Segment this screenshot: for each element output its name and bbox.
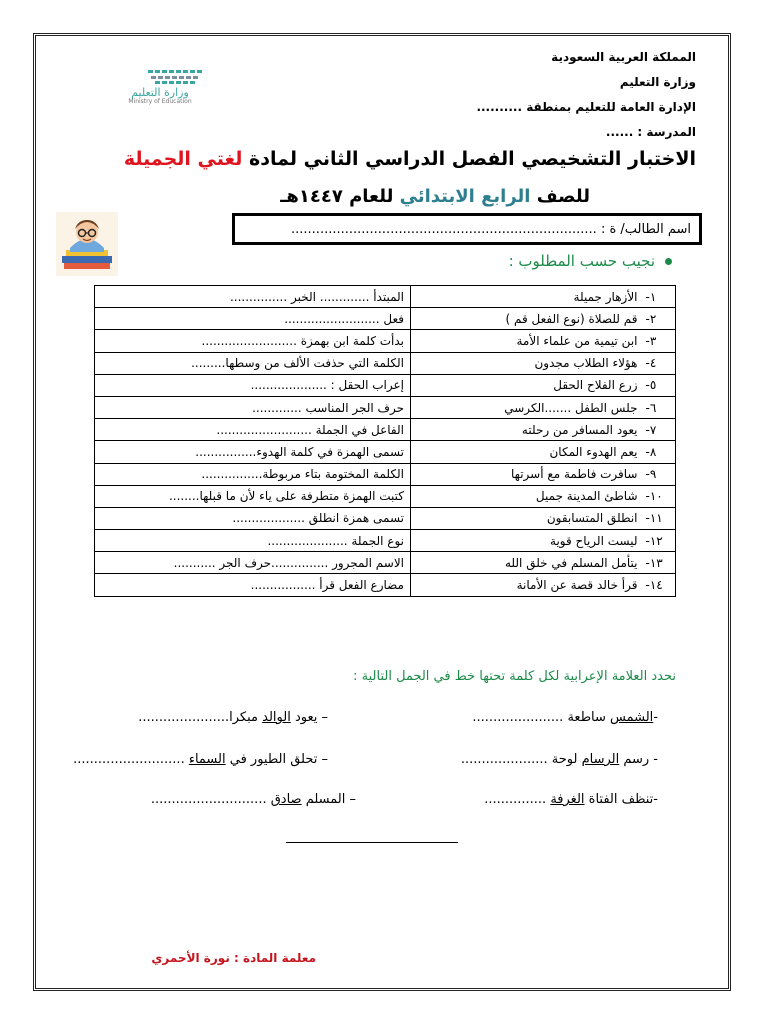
question-row [95, 530, 676, 552]
subject-name: لغتي الجميلة [123, 148, 243, 170]
exercise-3a: -تنظف الفتاة الغرفة ............... [484, 792, 658, 807]
question-task[interactable]: حرف الجر المناسب ............. [95, 396, 411, 418]
question-row [95, 396, 676, 418]
question-task[interactable]: الكلمة المختومة بتاء مربوطة................ [95, 463, 411, 485]
question-task[interactable]: المبتدأ ............. الخبر ............... [95, 286, 411, 308]
question-sentence: زرع الفلاح الحقل [411, 374, 644, 396]
kingdom-line: المملكة العربية السعودية [551, 50, 696, 64]
question-number: ٩- [644, 463, 676, 485]
question-row [95, 330, 676, 352]
logo-text-ar: وزارة التعليم [131, 86, 189, 99]
instruction-heading [509, 252, 672, 270]
question-sentence: قرأ خالد قصة عن الأمانة [411, 574, 644, 596]
question-sentence: الأزهار جميلة [411, 286, 644, 308]
question-number: ٨- [644, 441, 676, 463]
directorate-line: الإدارة العامة للتعليم بمنطقة .......... [476, 100, 696, 114]
question-sentence: انطلق المتسابقون [411, 507, 644, 529]
question-number: ١- [644, 286, 676, 308]
question-row [95, 574, 676, 596]
school-line: المدرسة : ...... [605, 125, 696, 139]
question-task[interactable]: بدأت كلمة ابن بهمزة ......................... [95, 330, 411, 352]
question-sentence: يعود المسافر من رحلته [411, 419, 644, 441]
divider-line [286, 842, 458, 843]
questions-table [94, 285, 676, 597]
ministry-line: وزارة التعليم [619, 75, 696, 89]
question-number: ١٣- [644, 552, 676, 574]
exam-title-line2 [280, 186, 590, 207]
exercise-1a: -الشمس ساطعة ...................... [472, 710, 658, 725]
question-row [95, 374, 676, 396]
underlined-word: صادق [270, 792, 302, 807]
question-row [95, 286, 676, 308]
exercise-2b: – تحلق الطيور في السماء ........................... [73, 752, 328, 767]
question-task[interactable]: تسمى همزة انطلق ................... [95, 507, 411, 529]
question-task[interactable]: الكلمة التي حذفت الألف من وسطها......... [95, 352, 411, 374]
question-sentence: ليست الرياح قوية [411, 530, 644, 552]
student-name-field[interactable]: اسم الطالب/ ة : .......................................................................... [232, 213, 702, 245]
exercise-1b: – يعود الوالد مبكرا...................... [138, 710, 328, 725]
instruction-text: نجيب حسب المطلوب : [508, 252, 655, 270]
question-number: ١١- [644, 507, 676, 529]
section2-heading: نحدد العلامة الإعرابية لكل كلمة تحتها خط في الجمل التالية : [353, 669, 676, 684]
question-task[interactable]: مضارع الفعل قرأ ................. [95, 574, 411, 596]
question-sentence: جلس الطفل .......الكرسي [411, 396, 644, 418]
year-text: للعام ١٤٤٧هـ [280, 186, 400, 207]
question-task[interactable]: كتبت الهمزة متطرفة على ياء لأن ما قبلها........ [95, 485, 411, 507]
question-row [95, 507, 676, 529]
question-sentence: قم للصلاة (نوع الفعل قم ) [411, 308, 644, 330]
question-task[interactable]: نوع الجملة ..................... [95, 530, 411, 552]
question-task[interactable]: فعل ......................... [95, 308, 411, 330]
question-row [95, 352, 676, 374]
grade-prefix: للصف [530, 186, 590, 207]
question-sentence: هؤلاء الطلاب مجدون [411, 352, 644, 374]
question-task[interactable]: الاسم المجرور ...............حرف الجر ........... [95, 552, 411, 574]
title-main-text: الاختبار التشخيصي الفصل الدراسي الثاني لمادة [242, 148, 696, 170]
underlined-word: السماء [188, 752, 226, 767]
question-number: ٢- [644, 308, 676, 330]
question-task[interactable]: إعراب الحقل : .................... [95, 374, 411, 396]
question-sentence: شاطئ المدينة جميل [411, 485, 644, 507]
question-row [95, 441, 676, 463]
exercise-3b: – المسلم صادق ............................ [150, 792, 356, 807]
question-number: ٦- [644, 396, 676, 418]
underlined-word: الرسام [581, 752, 620, 767]
exercise-2a: - رسم الرسام لوحة ..................... [460, 752, 658, 767]
question-row [95, 552, 676, 574]
question-row [95, 485, 676, 507]
question-number: ١٢- [644, 530, 676, 552]
student-illustration-icon [56, 212, 118, 276]
question-sentence: ابن تيمية من علماء الأمة [411, 330, 644, 352]
teacher-signature: معلمة المادة : نورة الأحمري [151, 951, 316, 965]
question-number: ١٤- [644, 574, 676, 596]
logo-text-en: Ministry of Education [128, 98, 192, 105]
question-sentence: سافرت فاطمة مع أسرتها [411, 463, 644, 485]
question-row [95, 419, 676, 441]
question-number: ٣- [644, 330, 676, 352]
question-number: ١٠- [644, 485, 676, 507]
ministry-logo [108, 68, 212, 104]
bullet-icon [665, 258, 672, 265]
underlined-word: الوالد [262, 710, 291, 725]
question-sentence: يتأمل المسلم في خلق الله [411, 552, 644, 574]
question-number: ٧- [644, 419, 676, 441]
question-number: ٤- [644, 352, 676, 374]
question-sentence: يعم الهدوء المكان [411, 441, 644, 463]
question-task[interactable]: تسمى الهمزة في كلمة الهدوء................ [95, 441, 411, 463]
question-number: ٥- [644, 374, 676, 396]
logo-dots-icon [146, 68, 204, 86]
underlined-word: الغرفة [550, 792, 585, 807]
grade-name: الرابع الابتدائي [399, 186, 531, 207]
underlined-word: الشمس [610, 710, 654, 725]
question-row [95, 463, 676, 485]
exam-title-line1 [124, 148, 696, 170]
question-row [95, 308, 676, 330]
question-task[interactable]: الفاعل في الجملة ......................... [95, 419, 411, 441]
